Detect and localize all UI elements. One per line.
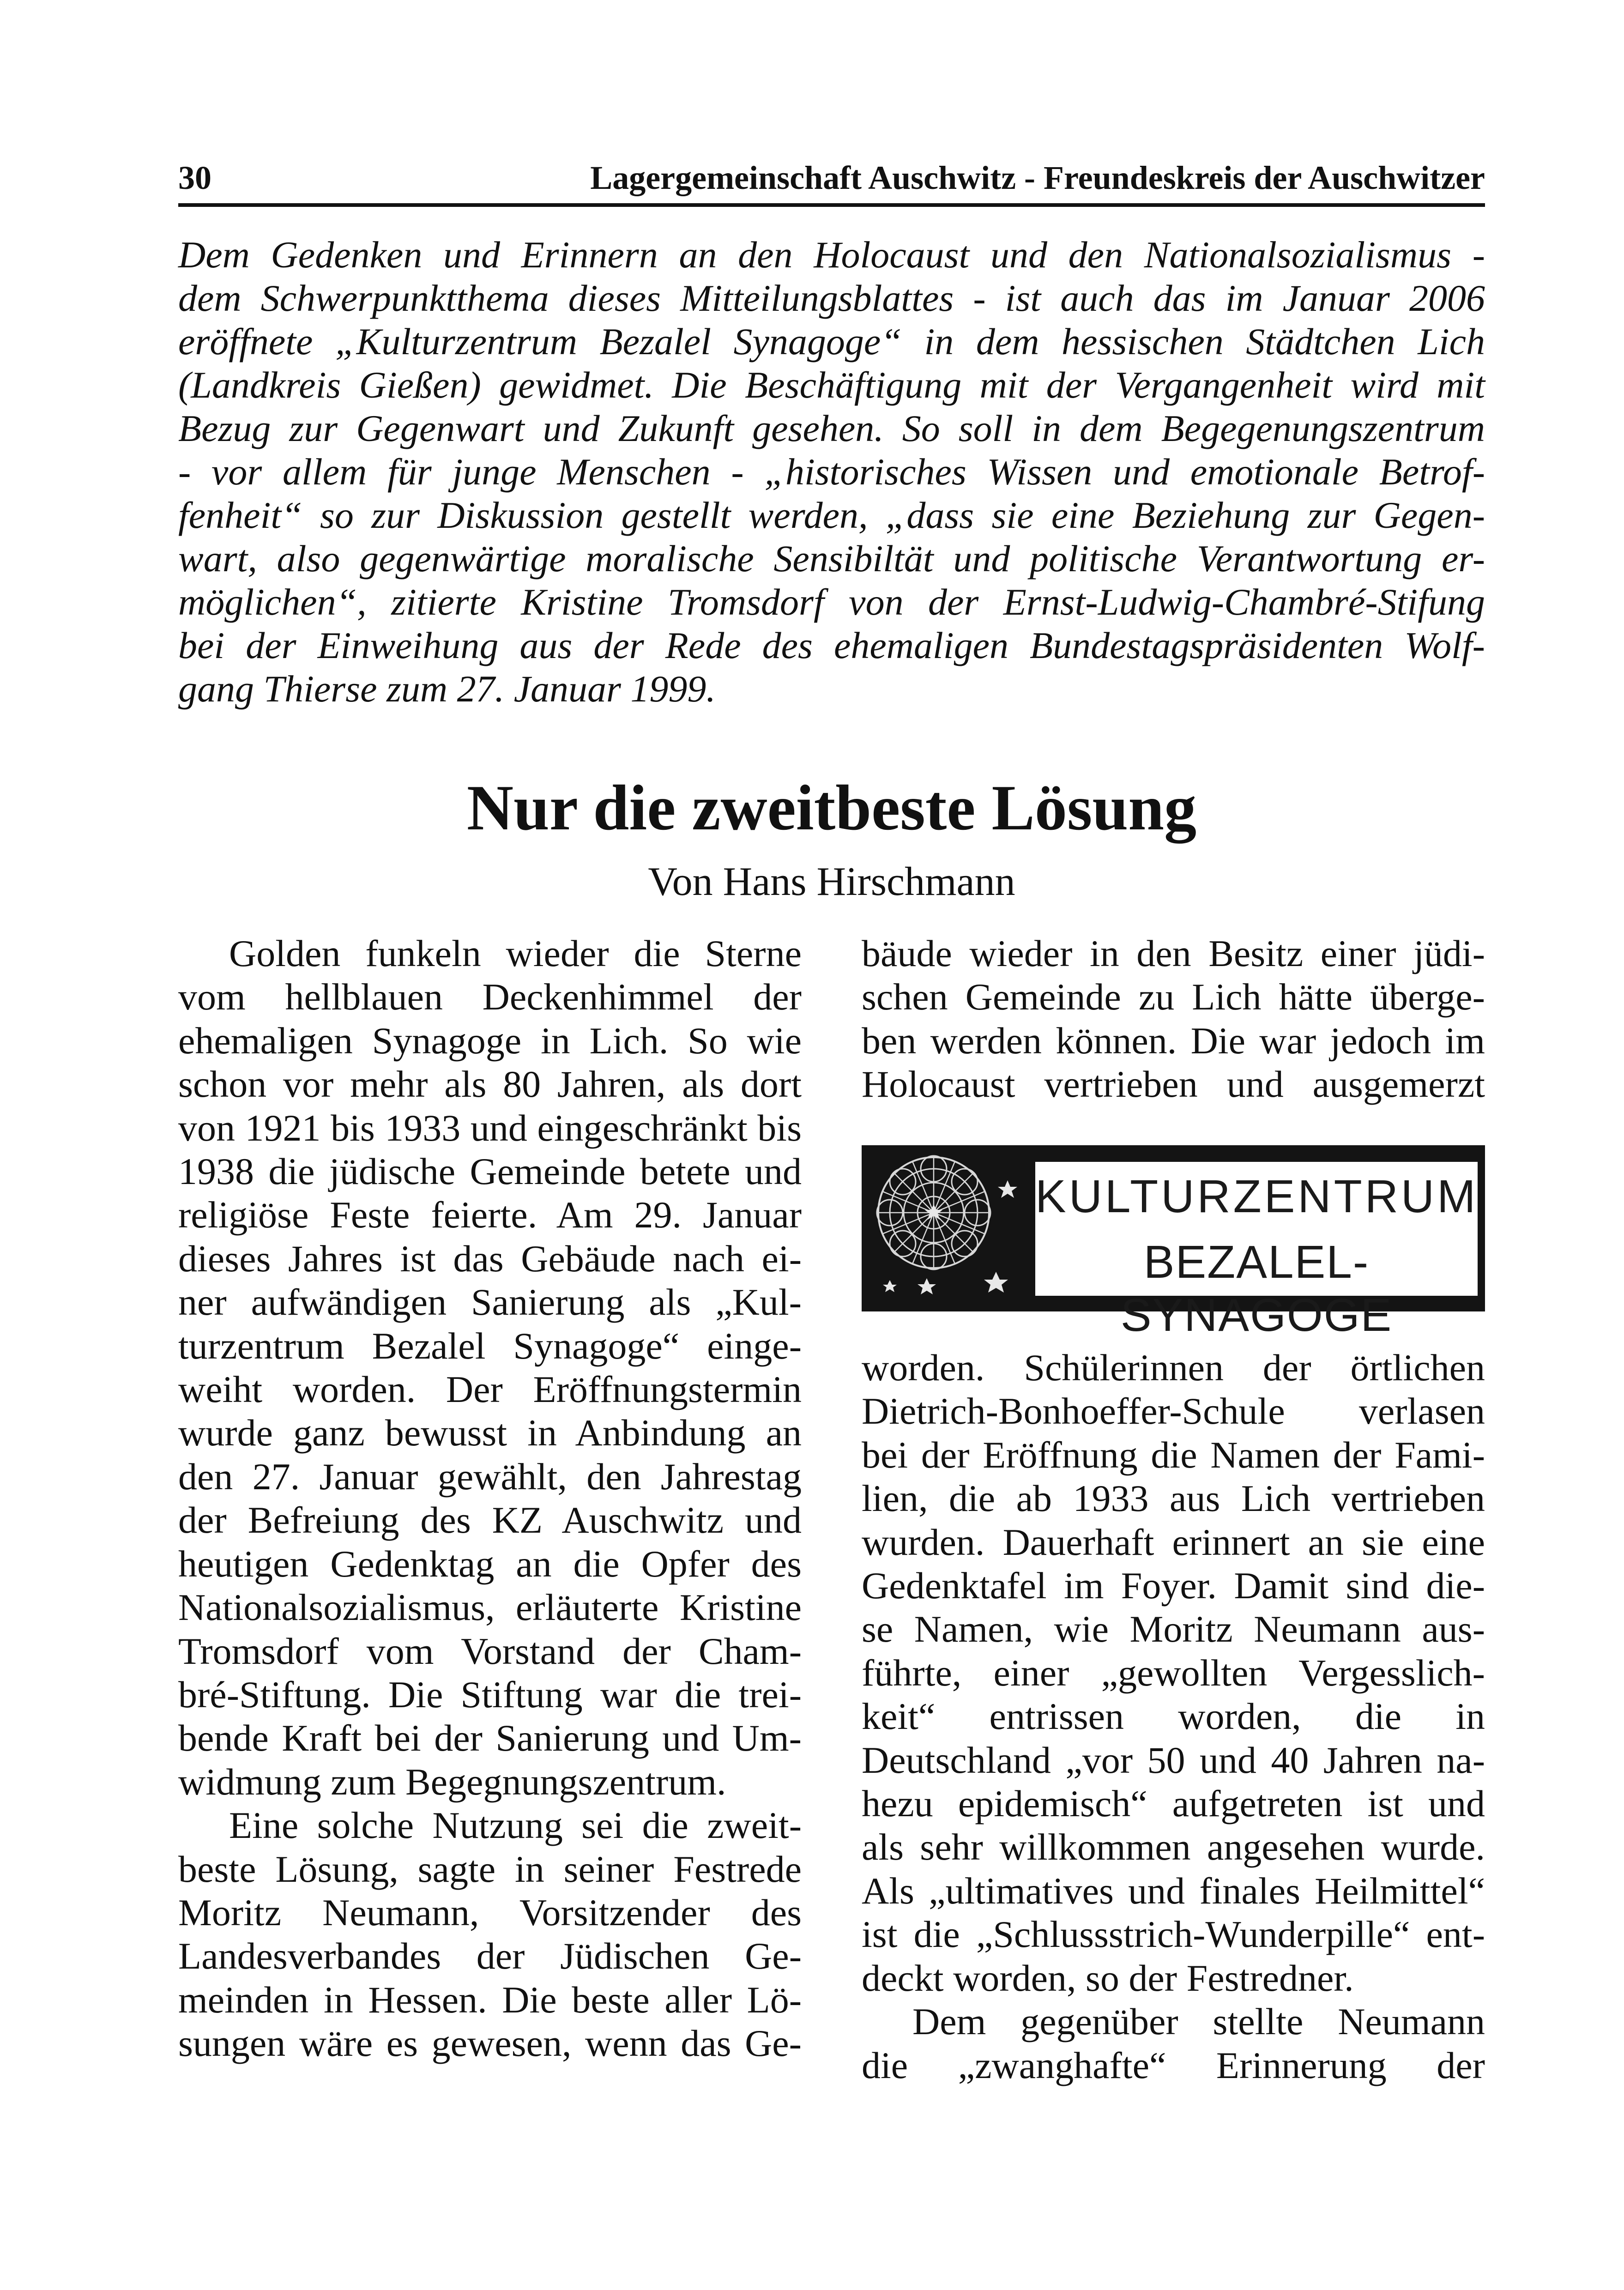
body-line: beste Lösung, sagte in seiner Festrede (178, 1848, 802, 1890)
body-line: ist die „Schlussstrich-Wunderpille“ ent- (862, 1913, 1485, 1956)
running-header (178, 152, 1485, 207)
body-line: keit“ entrissen worden, die in (862, 1695, 1485, 1738)
intro-line: eröffnete „Kulturzentrum Bezalel Synagoge“ in dem hessischen Städtchen Lich (178, 320, 1485, 363)
intro-line: fenheit“ so zur Diskussion gestellt werden, „dass sie eine Beziehung zur Gegen- (178, 494, 1485, 536)
body-line: Deutschland „vor 50 und 40 Jahren na- (862, 1739, 1485, 1781)
body-line: schon vor mehr als 80 Jahren, als dort (178, 1063, 802, 1106)
body-line: 1938 die jüdische Gemeinde betete und (178, 1150, 802, 1193)
rosette-star-icon (864, 1148, 1031, 1309)
kulturzentrum-logo (862, 1145, 1485, 1341)
body-line: Moritz Neumann, Vorsitzender des (178, 1891, 802, 1934)
body-line: der Befreiung des KZ Auschwitz und (178, 1499, 802, 1541)
intro-line: dem Schwerpunktthema dieses Mitteilungsblattes - ist auch das im Januar 2006 (178, 277, 1485, 319)
running-title: Lagergemeinschaft Auschwitz - Freundeskreis der Auschwitzer (590, 159, 1485, 196)
body-line: Golden funkeln wieder die Sterne (229, 932, 802, 974)
body-line: turzentrum Bezalel Synagoge“ einge- (178, 1324, 802, 1367)
right-column-bottom (862, 1346, 1485, 2087)
body-line: wurde ganz bewusst in Anbindung an (178, 1412, 802, 1454)
intro-paragraph (178, 233, 1485, 711)
intro-line: Bezug zur Gegenwart und Zukunft gesehen. So soll in dem Begegenungszentrum (178, 407, 1485, 449)
body-line: ner aufwändigen Sanierung als „Kul- (178, 1281, 802, 1323)
body-line: se Namen, wie Moritz Neumann aus- (862, 1608, 1485, 1650)
body-line: die „zwanghafte“ Erinnerung der (862, 2044, 1485, 2086)
body-line: Landesverbandes der Jüdischen Ge- (178, 1935, 802, 1977)
body-line: Gedenktafel im Foyer. Damit sind die- (862, 1565, 1485, 1607)
intro-line: (Landkreis Gießen) gewidmet. Die Beschäftigung mit der Vergangenheit wird mit (178, 364, 1485, 406)
body-line: lien, die ab 1933 aus Lich vertrieben (862, 1477, 1485, 1520)
body-line: sungen wäre es gewesen, wenn das Ge- (178, 2022, 802, 2065)
body-line: wurden. Dauerhaft erinnert an sie eine (862, 1521, 1485, 1563)
body-line: bré-Stiftung. Die Stiftung war die trei- (178, 1673, 802, 1716)
body-line: Dietrich-Bonhoeffer-Schule verlasen (862, 1390, 1485, 1432)
body-line: deckt worden, so der Festredner. (862, 1957, 1354, 1999)
body-line: worden. Schülerinnen der örtlichen (862, 1347, 1485, 1389)
body-line: ehemaligen Synagoge in Lich. So wie (178, 1019, 802, 1062)
body-line: schen Gemeinde zu Lich hätte überge- (862, 976, 1485, 1018)
body-line: ben werden können. Die war jedoch im (862, 1019, 1485, 1062)
body-line: Holocaust vertrieben und ausgemerzt (862, 1063, 1485, 1106)
logo-text-panel (1035, 1162, 1479, 1341)
right-column-top (862, 932, 1485, 1106)
intro-line: bei der Einweihung aus der Rede des ehemaligen Bundestagspräsidenten Wolf- (178, 624, 1485, 666)
body-line: hezu epidemisch“ aufgetreten ist und (862, 1782, 1485, 1825)
body-line: Eine solche Nutzung sei die zweit- (229, 1804, 802, 1847)
body-line: dieses Jahres ist das Gebäude nach ei- (178, 1237, 802, 1280)
body-line: religiöse Feste feierte. Am 29. Januar (178, 1194, 802, 1236)
left-column (178, 932, 802, 2066)
article-byline: Von Hans Hirschmann (648, 859, 1015, 904)
body-line: widmung zum Begegnungszentrum. (178, 1760, 726, 1803)
body-line: Tromsdorf vom Vorstand der Cham- (178, 1630, 802, 1672)
page-number: 30 (178, 159, 211, 196)
body-line: bende Kraft bei der Sanierung und Um- (178, 1717, 802, 1759)
body-line: heutigen Gedenktag an die Opfer des (178, 1542, 802, 1585)
body-line: Als „ultimatives und finales Heilmittel“ (862, 1869, 1485, 1912)
body-line: meinden in Hessen. Die beste aller Lö- (178, 1978, 802, 2021)
intro-line: Dem Gedenken und Erinnern an den Holocaust und den Nationalsozialismus - (178, 234, 1485, 276)
intro-line: gang Thierse zum 27. Januar 1999. (178, 668, 716, 710)
intro-line: - vor allem für junge Menschen - „historisches Wissen und emotionale Betrof- (178, 451, 1485, 493)
body-line: bei der Eröffnung die Namen der Fami- (862, 1433, 1485, 1476)
intro-line: wart, also gegenwärtige moralische Sensibiltät und politische Verantwortung er- (178, 538, 1485, 580)
body-line: Dem gegenüber stellte Neumann (912, 2000, 1485, 2043)
logo-line-1: KULTURZENTRUM (1035, 1171, 1479, 1222)
body-line: Nationalsozialismus, erläuterte Kristine (178, 1586, 802, 1629)
body-line: von 1921 bis 1933 und eingeschränkt bis (178, 1106, 802, 1149)
logo-line-2: BEZALEL-SYNAGOGE (1120, 1236, 1393, 1341)
article-title: Nur die zweitbeste Lösung (466, 772, 1197, 844)
body-line: den 27. Januar gewählt, den Jahrestag (178, 1455, 802, 1498)
body-line: vom hellblauen Deckenhimmel der (178, 976, 802, 1018)
body-line: bäude wieder in den Besitz einer jüdi- (862, 932, 1485, 974)
body-line: als sehr willkommen angesehen wurde. (862, 1826, 1485, 1868)
intro-line: möglichen“, zitierte Kristine Tromsdorf von der Ernst-Ludwig-Chambré-Stifung (178, 581, 1485, 623)
body-line: weiht worden. Der Eröffnungstermin (178, 1368, 802, 1411)
body-line: führte, einer „gewollten Vergesslich- (862, 1651, 1485, 1694)
